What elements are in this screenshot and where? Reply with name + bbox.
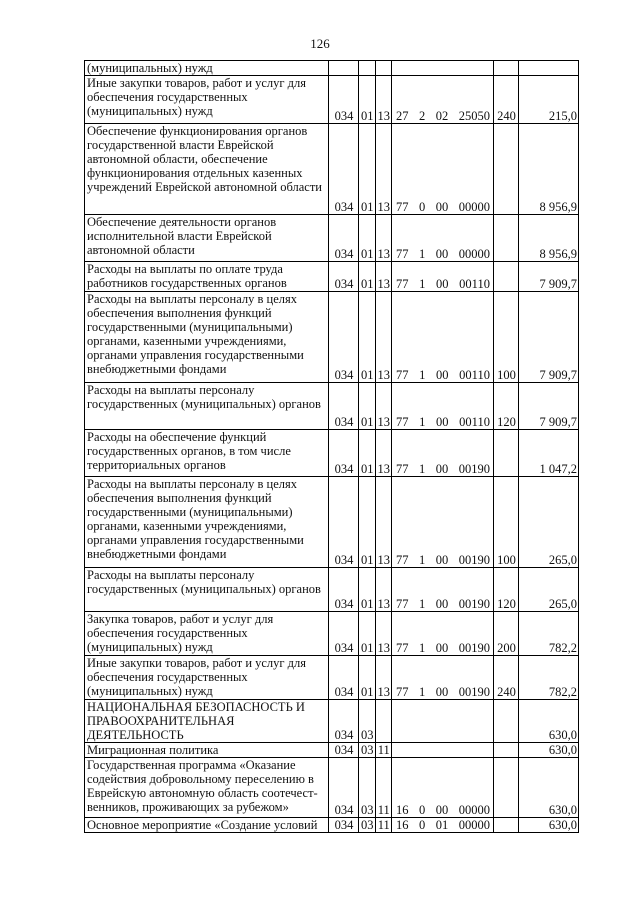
target-article-cell — [392, 262, 494, 292]
row-name-cell: Иные закупки товаров, работ и услуг для обеспечения государственных (муниципальных) нужд — [85, 656, 329, 700]
admin-code-cell: 034 — [329, 612, 359, 656]
admin-code-cell: 034 — [329, 430, 359, 477]
amount-cell: 7 909,7 — [519, 292, 579, 383]
expense-type-cell — [494, 818, 519, 833]
amount-cell: 265,0 — [519, 477, 579, 568]
table-row — [85, 818, 579, 833]
target-article-part: 77 — [396, 368, 409, 382]
target-article-code — [394, 200, 492, 214]
expense-type-cell — [494, 758, 519, 818]
section-code-cell — [359, 61, 376, 76]
target-article-part: 77 — [396, 685, 409, 699]
row-name-cell: Основное мероприятие «Создание условий — [85, 818, 329, 833]
table-row — [85, 262, 579, 292]
target-article-part: 77 — [396, 462, 409, 476]
target-article-part: 00 — [435, 462, 449, 476]
amount-cell: 630,0 — [519, 818, 579, 833]
target-article-part: 00 — [435, 641, 449, 655]
admin-code-cell: 034 — [329, 477, 359, 568]
target-article-code — [394, 415, 492, 429]
amount-cell: 7 909,7 — [519, 383, 579, 430]
section-code-cell: 01 — [359, 383, 376, 430]
target-article-code — [394, 247, 492, 261]
target-article-part: 00190 — [458, 462, 490, 476]
table-row — [85, 292, 579, 383]
amount-cell: 7 909,7 — [519, 262, 579, 292]
expense-type-cell: 100 — [494, 477, 519, 568]
target-article-cell — [392, 612, 494, 656]
target-article-code — [394, 818, 492, 832]
target-article-cell — [392, 215, 494, 262]
row-name-cell: Миграционная политика — [85, 743, 329, 758]
subsection-code-cell: 13 — [375, 430, 392, 477]
target-article-cell — [392, 124, 494, 215]
amount-cell: 630,0 — [519, 758, 579, 818]
target-article-part: 77 — [396, 553, 409, 567]
target-article-cell — [392, 700, 494, 743]
table-row — [85, 124, 579, 215]
target-article-part: 00190 — [458, 597, 490, 611]
expense-type-cell: 120 — [494, 568, 519, 612]
target-article-part: 00110 — [459, 277, 490, 291]
target-article-code — [394, 641, 492, 655]
row-name-cell: Обеспечение деятельности органов исполнительной власти Еврейской автономной области — [85, 215, 329, 262]
subsection-code-cell: 13 — [375, 292, 392, 383]
target-article-cell — [392, 383, 494, 430]
target-article-part: 00190 — [458, 553, 490, 567]
amount-cell: 630,0 — [519, 743, 579, 758]
table-row — [85, 612, 579, 656]
subsection-code-cell: 11 — [375, 743, 392, 758]
page-number: 126 — [310, 36, 330, 51]
section-code-cell: 01 — [359, 568, 376, 612]
section-code-cell: 01 — [359, 430, 376, 477]
target-article-cell — [392, 568, 494, 612]
target-article-code — [394, 553, 492, 567]
budget-table-body — [85, 61, 579, 833]
section-code-cell: 01 — [359, 76, 376, 124]
row-name-cell: Обеспечение функционирования органов государственной власти Еврейской автономной области, обеспечение функционирования отдельных казенных учреждений Еврейской автономной области — [85, 124, 329, 215]
subsection-code-cell: 13 — [375, 76, 392, 124]
target-article-part: 00 — [435, 597, 449, 611]
section-code-cell: 03 — [359, 700, 376, 743]
target-article-part: 1 — [419, 597, 426, 611]
expense-type-cell — [494, 61, 519, 76]
target-article-code — [394, 685, 492, 699]
target-article-part: 00 — [435, 685, 449, 699]
amount-cell: 630,0 — [519, 700, 579, 743]
target-article-part: 16 — [396, 803, 409, 817]
target-article-cell — [392, 656, 494, 700]
target-article-part: 1 — [419, 641, 426, 655]
amount-cell: 1 047,2 — [519, 430, 579, 477]
amount-cell: 8 956,9 — [519, 215, 579, 262]
admin-code-cell: 034 — [329, 76, 359, 124]
admin-code-cell: 034 — [329, 292, 359, 383]
target-article-part: 77 — [396, 415, 409, 429]
expense-type-cell: 120 — [494, 383, 519, 430]
target-article-part: 77 — [396, 597, 409, 611]
row-name-cell: Расходы на выплаты персоналу государственных (муниципальных) органов — [85, 383, 329, 430]
target-article-part: 00000 — [458, 247, 490, 261]
section-code-cell: 01 — [359, 292, 376, 383]
admin-code-cell: 034 — [329, 124, 359, 215]
row-name-cell: Расходы на выплаты по оплате труда работников государственных органов — [85, 262, 329, 292]
target-article-part: 00 — [436, 277, 449, 291]
table-row — [85, 656, 579, 700]
section-code-cell: 01 — [359, 656, 376, 700]
admin-code-cell: 034 — [329, 743, 359, 758]
amount-cell: 8 956,9 — [519, 124, 579, 215]
target-article-part: 1 — [419, 553, 426, 567]
target-article-cell — [392, 758, 494, 818]
target-article-part: 0 — [419, 803, 426, 817]
row-name-cell: НАЦИОНАЛЬНАЯ БЕЗОПАСНОСТЬ И ПРАВООХРАНИТЕЛЬНАЯ ДЕЯТЕЛЬНОСТЬ — [85, 700, 329, 743]
table-row — [85, 383, 579, 430]
target-article-part: 00110 — [459, 415, 490, 429]
amount-cell: 782,2 — [519, 612, 579, 656]
section-code-cell: 03 — [359, 758, 376, 818]
target-article-cell — [392, 61, 494, 76]
target-article-part: 00000 — [458, 818, 490, 832]
target-article-part: 16 — [396, 818, 409, 832]
target-article-code — [394, 597, 492, 611]
target-article-part: 77 — [396, 641, 409, 655]
table-row — [85, 477, 579, 568]
expense-type-cell — [494, 262, 519, 292]
table-row — [85, 568, 579, 612]
table-row — [85, 700, 579, 743]
row-name-cell: Закупка товаров, работ и услуг для обеспечения государственных (муниципальных) нужд — [85, 612, 329, 656]
target-article-cell — [392, 76, 494, 124]
subsection-code-cell: 13 — [375, 568, 392, 612]
subsection-code-cell: 13 — [375, 383, 392, 430]
target-article-part: 1 — [419, 277, 426, 291]
target-article-part: 1 — [419, 368, 426, 382]
target-article-part: 77 — [396, 277, 409, 291]
expense-type-cell: 240 — [494, 656, 519, 700]
subsection-code-cell: 13 — [375, 477, 392, 568]
admin-code-cell: 034 — [329, 383, 359, 430]
target-article-part: 0 — [419, 818, 426, 832]
subsection-code-cell — [375, 700, 392, 743]
admin-code-cell: 034 — [329, 262, 359, 292]
section-code-cell: 01 — [359, 124, 376, 215]
target-article-part: 02 — [435, 109, 449, 123]
table-row — [85, 76, 579, 124]
table-row — [85, 743, 579, 758]
subsection-code-cell: 11 — [375, 758, 392, 818]
target-article-part: 0 — [419, 200, 426, 214]
target-article-cell — [392, 743, 494, 758]
row-name-cell: Иные закупки товаров, работ и услуг для обеспечения государственных (муниципальных) нужд — [85, 76, 329, 124]
target-article-part: 00 — [435, 553, 449, 567]
target-article-code — [394, 277, 492, 291]
target-article-cell — [392, 430, 494, 477]
target-article-part: 1 — [419, 685, 426, 699]
expense-type-cell: 200 — [494, 612, 519, 656]
amount-cell: 265,0 — [519, 568, 579, 612]
admin-code-cell: 034 — [329, 818, 359, 833]
subsection-code-cell: 13 — [375, 215, 392, 262]
amount-cell: 782,2 — [519, 656, 579, 700]
target-article-part: 27 — [396, 109, 409, 123]
row-name-cell: Расходы на выплаты персоналу в целях обеспечения выполнения функций государственными (муниципальными) органами, казенными учреждениями, органами управления государственными внебюджетными фондами — [85, 292, 329, 383]
admin-code-cell: 034 — [329, 568, 359, 612]
expense-type-cell — [494, 124, 519, 215]
target-article-code — [394, 109, 492, 123]
subsection-code-cell: 13 — [375, 656, 392, 700]
target-article-cell — [392, 477, 494, 568]
target-article-code — [394, 803, 492, 817]
section-code-cell: 01 — [359, 215, 376, 262]
expense-type-cell — [494, 700, 519, 743]
table-row — [85, 215, 579, 262]
target-article-part: 00190 — [458, 641, 490, 655]
target-article-part: 00 — [435, 200, 449, 214]
subsection-code-cell — [375, 61, 392, 76]
row-name-cell: Расходы на выплаты персоналу государственных (муниципальных) органов — [85, 568, 329, 612]
target-article-cell — [392, 292, 494, 383]
target-article-part: 00 — [435, 803, 449, 817]
expense-type-cell: 100 — [494, 292, 519, 383]
section-code-cell: 03 — [359, 743, 376, 758]
table-row — [85, 61, 579, 76]
budget-table — [84, 60, 579, 833]
table-row — [85, 430, 579, 477]
row-name-cell: Расходы на выплаты персоналу в целях обеспечения выполнения функций государственными (муниципальными) органами, казенными учреждениями, органами управления государственными внебюджетными фондами — [85, 477, 329, 568]
target-article-part: 1 — [419, 415, 426, 429]
table-row — [85, 758, 579, 818]
target-article-part: 00000 — [458, 200, 490, 214]
amount-cell: 215,0 — [519, 76, 579, 124]
target-article-part: 1 — [419, 247, 426, 261]
target-article-part: 01 — [435, 818, 449, 832]
target-article-part: 00110 — [459, 368, 490, 382]
target-article-part: 1 — [419, 462, 426, 476]
amount-cell — [519, 61, 579, 76]
subsection-code-cell: 13 — [375, 124, 392, 215]
section-code-cell: 01 — [359, 612, 376, 656]
admin-code-cell: 034 — [329, 656, 359, 700]
target-article-part: 2 — [419, 109, 426, 123]
section-code-cell: 03 — [359, 818, 376, 833]
row-name-cell: Государственная программа «Оказание содействия добровольному переселению в Еврейскую автономную область соотечест-венников, проживающих за рубежом» — [85, 758, 329, 818]
target-article-code — [394, 462, 492, 476]
target-article-part: 77 — [396, 200, 409, 214]
admin-code-cell — [329, 61, 359, 76]
section-code-cell: 01 — [359, 262, 376, 292]
target-article-cell — [392, 818, 494, 833]
expense-type-cell — [494, 215, 519, 262]
target-article-part: 00190 — [458, 685, 490, 699]
expense-type-cell: 240 — [494, 76, 519, 124]
expense-type-cell — [494, 743, 519, 758]
target-article-part: 00000 — [458, 803, 490, 817]
subsection-code-cell: 13 — [375, 612, 392, 656]
admin-code-cell: 034 — [329, 758, 359, 818]
row-name-cell: (муниципальных) нужд — [85, 61, 329, 76]
subsection-code-cell: 13 — [375, 262, 392, 292]
target-article-part: 00 — [435, 247, 449, 261]
target-article-code — [394, 368, 492, 382]
admin-code-cell: 034 — [329, 215, 359, 262]
row-name-cell: Расходы на обеспечение функций государственных органов, в том числе территориальных органов — [85, 430, 329, 477]
admin-code-cell: 034 — [329, 700, 359, 743]
expense-type-cell — [494, 430, 519, 477]
target-article-part: 00 — [436, 368, 449, 382]
target-article-part: 77 — [396, 247, 409, 261]
subsection-code-cell: 11 — [375, 818, 392, 833]
target-article-part: 25050 — [458, 109, 490, 123]
section-code-cell: 01 — [359, 477, 376, 568]
target-article-part: 00 — [436, 415, 449, 429]
